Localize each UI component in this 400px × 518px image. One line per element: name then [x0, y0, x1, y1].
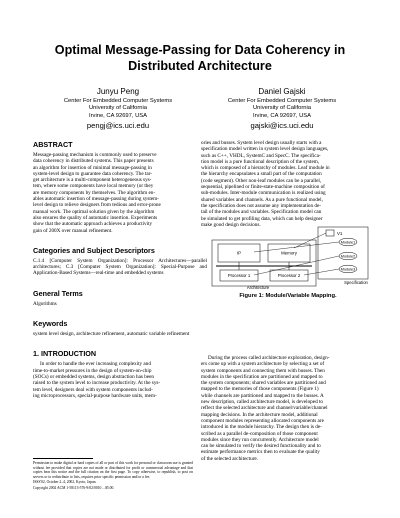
body-line: modules in the specification are partitioned and mapped to — [201, 373, 323, 380]
body-line: sub-modules. Inter-module communication is realized using — [201, 190, 326, 197]
author-email: gajski@ics.uci.edu — [250, 121, 314, 131]
abstract-line: ables automatic insertion of message-passing during system- — [33, 196, 159, 203]
module2-label: Module2 — [340, 254, 356, 259]
body-line: specification model written in system level design languages, — [201, 146, 329, 153]
module1-label: Module1 — [340, 240, 356, 245]
introduction-line: (SOCs) or embedded systems, design abstraction has been — [33, 373, 155, 380]
abstract-heading: ABSTRACT — [33, 140, 73, 149]
body-line: make good design decisions. — [201, 221, 261, 228]
abstract-line: manual work. The optimal solution given by the algorithm — [33, 208, 155, 215]
abstract-line: an algorithm for insertion of minimal message-passing in — [33, 164, 152, 171]
footnote-divider — [33, 458, 93, 459]
abstract-line: show that the automatic approach achieves a productivity — [33, 221, 153, 228]
processor2-label: Processor 2 — [277, 273, 301, 278]
abstract-line: data coherency in distributed systems. This paper presents — [33, 158, 154, 165]
body-line: while channels are partitioned and mapped to the busses. A — [201, 392, 324, 399]
variable-v1-label: V1 — [337, 231, 343, 236]
categories-text: C.1.4 [Computer System Organization]: Processor Architectures—parallel architectures; C.3 [Computer System Organization]: Special-Purpose and Application-Based Systems—real-time and embedded systems — [33, 257, 207, 277]
figure-1-diagram — [210, 226, 370, 290]
abstract-line: also ensures the quality of automatic insertion. Experiments — [33, 214, 158, 221]
author-block-1 — [33, 87, 203, 131]
mapping-arrow-module3 — [304, 269, 339, 275]
abstract-line: tem, where some components have local memory (or they — [33, 183, 154, 190]
body-line: can be simulated to verify the desired functionality and to — [201, 443, 321, 450]
author-location: Irvine, CA 92697, USA — [253, 112, 311, 119]
author-affiliation: Center For Embedded Computer Systems — [63, 98, 173, 104]
introduction-line: time-to-market pressures in the design of system-on-chip — [33, 367, 152, 374]
abstract-line: system-level design to guarantee data coherency. The tar- — [33, 170, 153, 177]
left-column — [33, 140, 207, 399]
body-line: shared variables and channels. As a pure functional model, — [201, 196, 323, 203]
body-line: new description, called architecture model, is developed to — [201, 399, 324, 406]
architecture-label: Architecture — [246, 285, 270, 290]
introduction-body — [33, 361, 207, 399]
body-line: During the process called architecture exploration, design- — [208, 355, 330, 361]
general-terms-text: Algorithms — [33, 300, 57, 307]
abstract-line: Message-passing mechanism is commonly used to preserve — [33, 152, 157, 158]
permission-text: Permission to make digital or hard copies of all or part of this work for personal or classroom use is granted without fee provided that copies are not made or distributed for profit or commercial advantage and that copies bear this notice and the full citation on the first page. To copy otherwise, to republish, to post on servers or to redistribute to lists, requires prior specific permission and/or a fee. — [33, 461, 193, 479]
introduction-line: raised to the system level to increase productivity. At the sys- — [33, 380, 161, 387]
introduction-line: ing microprocessors, special-purpose hardware units, mem- — [33, 392, 157, 399]
figure-1-caption: Figure 1: Module/Variable Mapping. — [239, 293, 337, 299]
author-email: pengj@ics.uci.edu — [86, 121, 150, 131]
body-line: tail of the modules and variables. Specification model can — [201, 209, 322, 216]
author-name: Daniel Gajski — [258, 87, 306, 96]
body-line: system components and connecting them with busses. Then — [201, 367, 325, 374]
paper-title — [20, 42, 380, 74]
specification-label: Specification — [344, 280, 368, 285]
abstract-line: are memory components by themselves. The algorithm en- — [33, 189, 156, 196]
abstract-line: gain of 200X over manual refinement. — [33, 227, 113, 234]
body-line: which is composed of a hierarchy of modules. Leaf module in — [201, 165, 330, 172]
copyright-line: Copyright 2002 ACM 1-58113-576-9/02/0010 ...$5.00. — [33, 485, 115, 490]
abstract-body — [33, 152, 207, 234]
keywords-text: system level design, architecture refinement, automatic variable refinement — [33, 331, 190, 338]
title-line-2: Distributed Architecture — [128, 59, 272, 73]
author-name: Junyu Peng — [96, 87, 140, 96]
body-line: ories and busses. System level design usually starts with a — [201, 140, 322, 146]
body-line: scribed as a parallel de-composition of those component — [201, 430, 318, 437]
body-line: of the selected architecture. — [201, 455, 259, 462]
introduction-line: tem level, designers deal with system components includ- — [33, 386, 153, 393]
body-line: ers come up with a system architecture by selecting a set of — [201, 361, 325, 368]
author-institution: University of California — [253, 105, 311, 112]
body-line: such as C++, VHDL, SystemC and SpecC. The specifica- — [201, 152, 321, 159]
abstract-line: get architecture is a multi-component heterogeneous sys- — [33, 177, 152, 184]
general-terms-heading: General Terms — [33, 288, 83, 298]
right-column-text — [201, 140, 375, 228]
variable-v1-box — [326, 230, 334, 236]
body-line: sequential, pipelined or finite-state-machine composition of — [201, 184, 325, 191]
conference-line: ISSS'02, October 2–4, 2002, Kyoto, Japan. — [33, 480, 97, 485]
permission-notice — [33, 461, 193, 492]
body-line: modules since they run concurrently. Architecture model — [201, 436, 319, 443]
author-affiliation: Center For Embedded Computer Systems — [227, 98, 337, 104]
body-line: tion model is a pure functional description of the system, — [201, 158, 320, 165]
keywords-heading: Keywords — [33, 319, 68, 329]
author-block-2 — [197, 87, 367, 131]
architecture-exploration-text — [201, 355, 375, 462]
module3-label: Module3 — [340, 267, 356, 272]
body-line: mapped to the memories of those components (Figure 1) — [201, 386, 319, 393]
body-line: reflect the selected architecture and channel/variable/channel — [201, 405, 328, 412]
body-line: the hierarchy encapsulates a small part of the computation — [201, 171, 322, 178]
body-line: estimate performance metrics then to evaluate the quality — [201, 449, 320, 456]
processor1-label: Processor 1 — [227, 273, 251, 278]
body-line: mapping decisions. In the architecture model, additional — [201, 411, 318, 418]
body-line: be simulated to get profiling data, which can help designer — [201, 215, 323, 222]
ip-label: IP — [236, 250, 242, 256]
author-location: Irvine, CA 92697, USA — [89, 112, 147, 119]
title-line-1: Optimal Message-Passing for Data Coherency in — [54, 43, 346, 57]
introduction-line: In order to handle the ever increasing complexity and — [40, 361, 151, 368]
memory-label: Memory — [281, 250, 297, 256]
right-column-top — [201, 140, 375, 228]
body-line: (code segment). Other non-leaf modules can be a parallel, — [201, 177, 322, 184]
abstract-line: level design to relieve designers from tedious and error-prone — [33, 202, 161, 209]
body-line: component modules representing allocated components are — [201, 417, 324, 424]
introduction-heading: 1. INTRODUCTION — [33, 349, 97, 359]
right-column-bottom — [201, 355, 375, 462]
author-institution: University of California — [89, 105, 147, 112]
body-line: the specification does not assume any implementation de- — [201, 202, 321, 209]
body-line: the system components; shared variables are partitioned and — [201, 380, 326, 387]
body-line: introduced in the module hierarchy. The design then is de- — [201, 424, 322, 431]
categories-heading: Categories and Subject Descriptors — [33, 245, 155, 255]
